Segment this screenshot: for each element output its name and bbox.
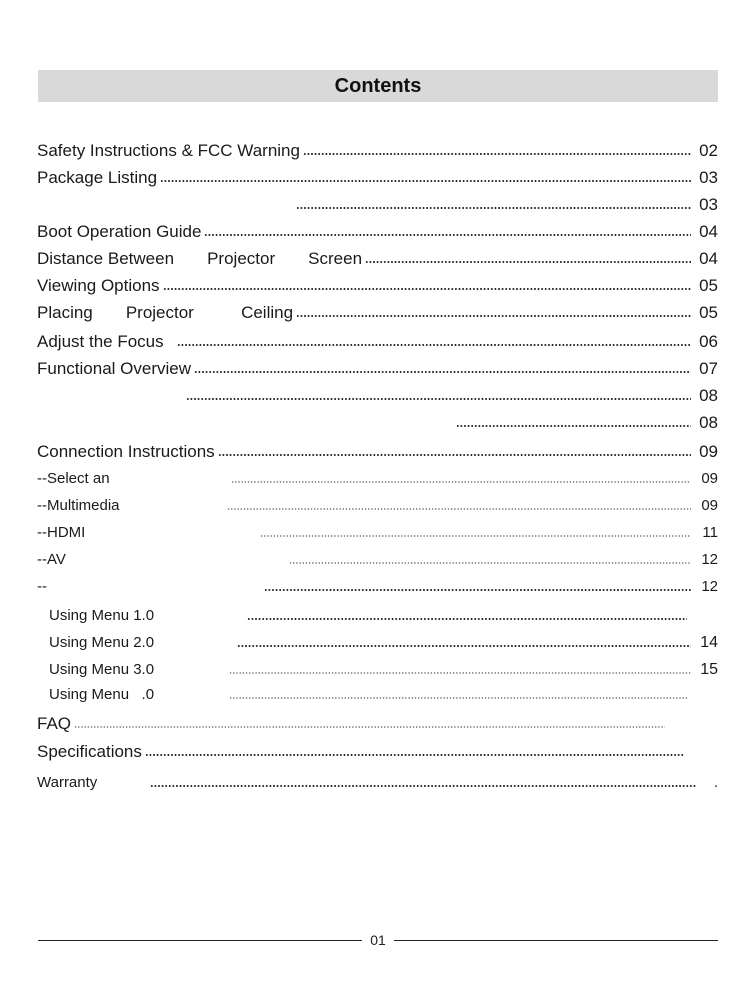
toc-entry-page: 03 (699, 195, 718, 214)
toc-entry-label: Using Menu .0 (49, 686, 155, 703)
toc-entry[interactable] (49, 604, 718, 626)
toc-entry-page: 14 (700, 634, 718, 651)
toc-leader-dots (229, 671, 691, 675)
toc-leader-dots (204, 233, 691, 237)
toc-leader-dots (194, 370, 691, 374)
toc-entry-page: 11 (702, 524, 718, 541)
toc-entry-label: Using Menu 3.0 (49, 661, 155, 678)
toc-leader-dots (303, 152, 691, 156)
toc-entry-page: 04 (699, 249, 718, 268)
toc-entry-label: Viewing Options (37, 276, 160, 295)
page-footer (38, 930, 718, 950)
toc-entry[interactable] (37, 411, 718, 433)
toc-entry[interactable] (37, 740, 718, 762)
toc-entry-label: -- (37, 578, 47, 595)
toc-entry[interactable] (49, 683, 718, 705)
toc-entry[interactable] (37, 139, 718, 161)
toc-leader-dots (296, 206, 691, 210)
toc-entry-page: 12 (701, 551, 718, 568)
page-number: 01 (370, 932, 386, 948)
toc-entry-label: Specifications (37, 742, 142, 761)
toc-entry[interactable] (37, 274, 718, 296)
toc-leader-dots (229, 696, 687, 700)
toc-entry[interactable] (37, 247, 718, 269)
toc-entry-label: Distance Between Projector Screen (37, 249, 363, 268)
toc-leader-dots (74, 725, 665, 729)
toc-entry-page: 04 (699, 222, 718, 241)
toc-entry-label: Placing Projector Ceiling (37, 303, 294, 322)
toc-leader-dots (227, 507, 691, 511)
toc-leader-dots (145, 753, 685, 757)
toc-entry[interactable] (49, 658, 718, 680)
toc-entry[interactable] (37, 357, 718, 379)
toc-leader-dots (264, 588, 691, 592)
page-title: Contents (334, 74, 422, 97)
toc-entry-page: 02 (699, 141, 718, 160)
toc-entry[interactable] (37, 440, 718, 462)
toc-leader-dots (186, 397, 691, 401)
toc-entry-page: 09 (699, 442, 718, 461)
toc-leader-dots (456, 424, 691, 428)
toc-entry[interactable] (37, 301, 718, 323)
toc-leader-dots (160, 179, 691, 183)
toc-entry-page: . (713, 774, 718, 791)
toc-entry-label: Connection Instructions (37, 442, 215, 461)
toc-leader-dots (247, 617, 687, 621)
contents-title-bar (38, 70, 718, 102)
toc-entry-label: --HDMI (37, 524, 86, 541)
toc-entry-label: --Select an (37, 470, 110, 487)
toc-entry-label: Adjust the Focus (37, 332, 164, 351)
toc-entry-page: 07 (699, 359, 718, 378)
toc-leader-dots (289, 561, 691, 565)
toc-leader-dots (237, 644, 691, 648)
toc-leader-dots (260, 534, 691, 538)
toc-entry[interactable] (37, 494, 718, 516)
toc-entry-page: 08 (699, 413, 718, 432)
toc-leader-dots (296, 314, 691, 318)
toc-leader-dots (177, 343, 691, 347)
toc-entry-page: 06 (699, 332, 718, 351)
toc-entry-page: 05 (699, 303, 718, 322)
toc-entry-page: 12 (701, 578, 718, 595)
toc-entry[interactable] (37, 384, 718, 406)
toc-entry-label: --Multimedia (37, 497, 120, 514)
toc-entry[interactable] (37, 548, 718, 570)
toc-entry[interactable] (37, 712, 718, 734)
toc-entry-page: 08 (699, 386, 718, 405)
toc-leader-dots (231, 480, 691, 484)
toc-entry-label: Using Menu 1.0 (49, 607, 155, 624)
toc-leader-dots (163, 287, 691, 291)
toc-entry-page: 09 (701, 497, 718, 514)
toc-entry-page: 09 (701, 470, 718, 487)
toc-entry[interactable] (37, 575, 718, 597)
footer-rule-right (394, 940, 718, 941)
toc-entry-label: Using Menu 2.0 (49, 634, 155, 651)
footer-rule-left (38, 940, 362, 941)
toc-entry-page: 03 (699, 168, 718, 187)
toc-entry[interactable] (37, 330, 718, 352)
toc-entry[interactable] (37, 193, 718, 215)
toc-entry-label: Safety Instructions & FCC Warning (37, 141, 300, 160)
toc-entry[interactable] (37, 220, 718, 242)
toc-entry-label: Functional Overview (37, 359, 192, 378)
toc-entry[interactable] (37, 521, 718, 543)
toc-entry-label: --AV (37, 551, 66, 568)
toc-entry[interactable] (37, 166, 718, 188)
toc-entry-label: Package Listing (37, 168, 158, 187)
toc-entry-page: 05 (699, 276, 718, 295)
toc-entry-label: Warranty (37, 774, 98, 791)
toc-leader-dots (150, 784, 697, 788)
toc-entry-page: 15 (700, 661, 718, 678)
toc-leader-dots (365, 260, 691, 264)
toc-entry[interactable] (37, 771, 718, 793)
toc-leader-dots (218, 453, 691, 457)
toc-entry-label: Boot Operation Guide (37, 222, 202, 241)
toc-entry[interactable] (37, 467, 718, 489)
toc-entry[interactable] (49, 631, 718, 653)
toc-entry-label: FAQ (37, 714, 72, 733)
